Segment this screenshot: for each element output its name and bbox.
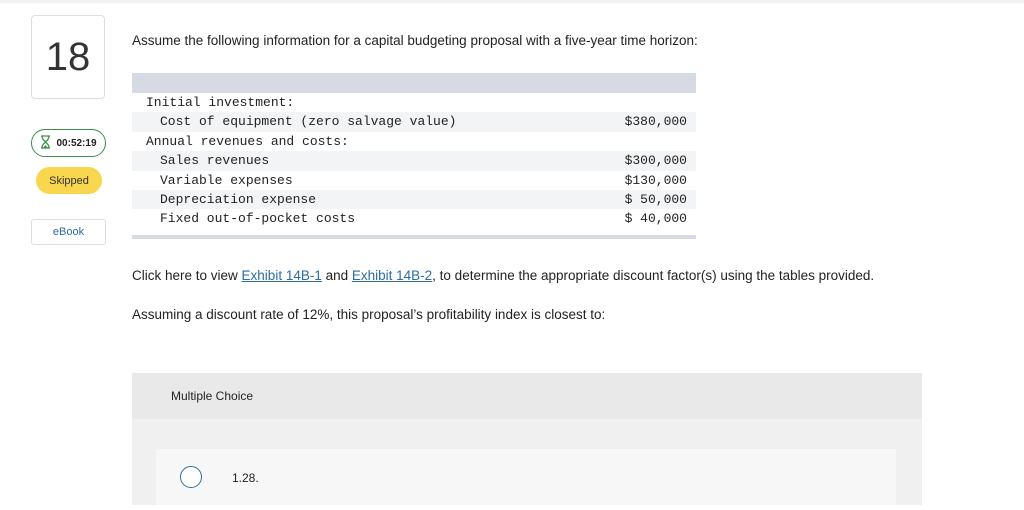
row-label: Annual revenues and costs:	[146, 133, 349, 149]
click-and: and	[321, 268, 352, 283]
table-row	[132, 151, 696, 170]
row-label: Fixed out-of-pocket costs	[160, 211, 356, 227]
row-value: $ 40,000	[624, 211, 687, 227]
question-prompt: Assume the following information for a capital budgeting proposal with a five-year time horizon:	[132, 33, 698, 48]
exhibit-instructions	[132, 268, 874, 283]
row-value: $130,000	[624, 172, 687, 188]
table-footer-bar	[132, 235, 696, 239]
row-value: $ 50,000	[624, 191, 687, 207]
table-row	[132, 190, 696, 209]
hourglass-icon	[40, 135, 51, 152]
question-ask: Assuming a discount rate of 12%, this proposal’s profitability index is closest to:	[132, 307, 606, 322]
table-header-bar	[132, 73, 696, 93]
choice-text: 1.28.	[232, 471, 259, 485]
row-value: $300,000	[624, 153, 687, 169]
status-badge: Skipped	[36, 167, 102, 194]
exhibit-14b-2-link[interactable]: Exhibit 14B-2	[351, 268, 433, 283]
multiple-choice-panel	[132, 373, 922, 505]
row-label: Cost of equipment (zero salvage value)	[160, 114, 457, 130]
row-label: Initial investment:	[146, 95, 295, 110]
table-body	[132, 93, 696, 229]
choice-option-1[interactable]	[156, 449, 896, 505]
row-label: Variable expenses	[160, 172, 293, 188]
radio-button[interactable]	[180, 466, 202, 488]
table-row	[132, 132, 696, 151]
table-row	[132, 171, 696, 190]
data-table	[132, 73, 696, 239]
table-row	[132, 93, 696, 112]
table-row	[132, 112, 696, 131]
timer-text: 00:52:19	[56, 137, 97, 149]
ebook-button[interactable]: eBook	[31, 219, 106, 245]
table-row	[132, 209, 696, 228]
row-label: Sales revenues	[160, 153, 270, 169]
exhibit-14b-1-link[interactable]: Exhibit 14B-1	[241, 268, 322, 283]
multiple-choice-header	[132, 373, 922, 419]
row-label: Depreciation expense	[160, 191, 317, 207]
timer[interactable]	[31, 129, 106, 157]
row-value: $380,000	[624, 114, 687, 130]
multiple-choice-label: Multiple Choice	[171, 389, 254, 403]
click-prefix: Click here to view	[132, 268, 242, 283]
click-suffix: , to determine the appropriate discount factor(s) using the tables provided.	[432, 268, 875, 283]
question-number: 18	[31, 15, 105, 99]
